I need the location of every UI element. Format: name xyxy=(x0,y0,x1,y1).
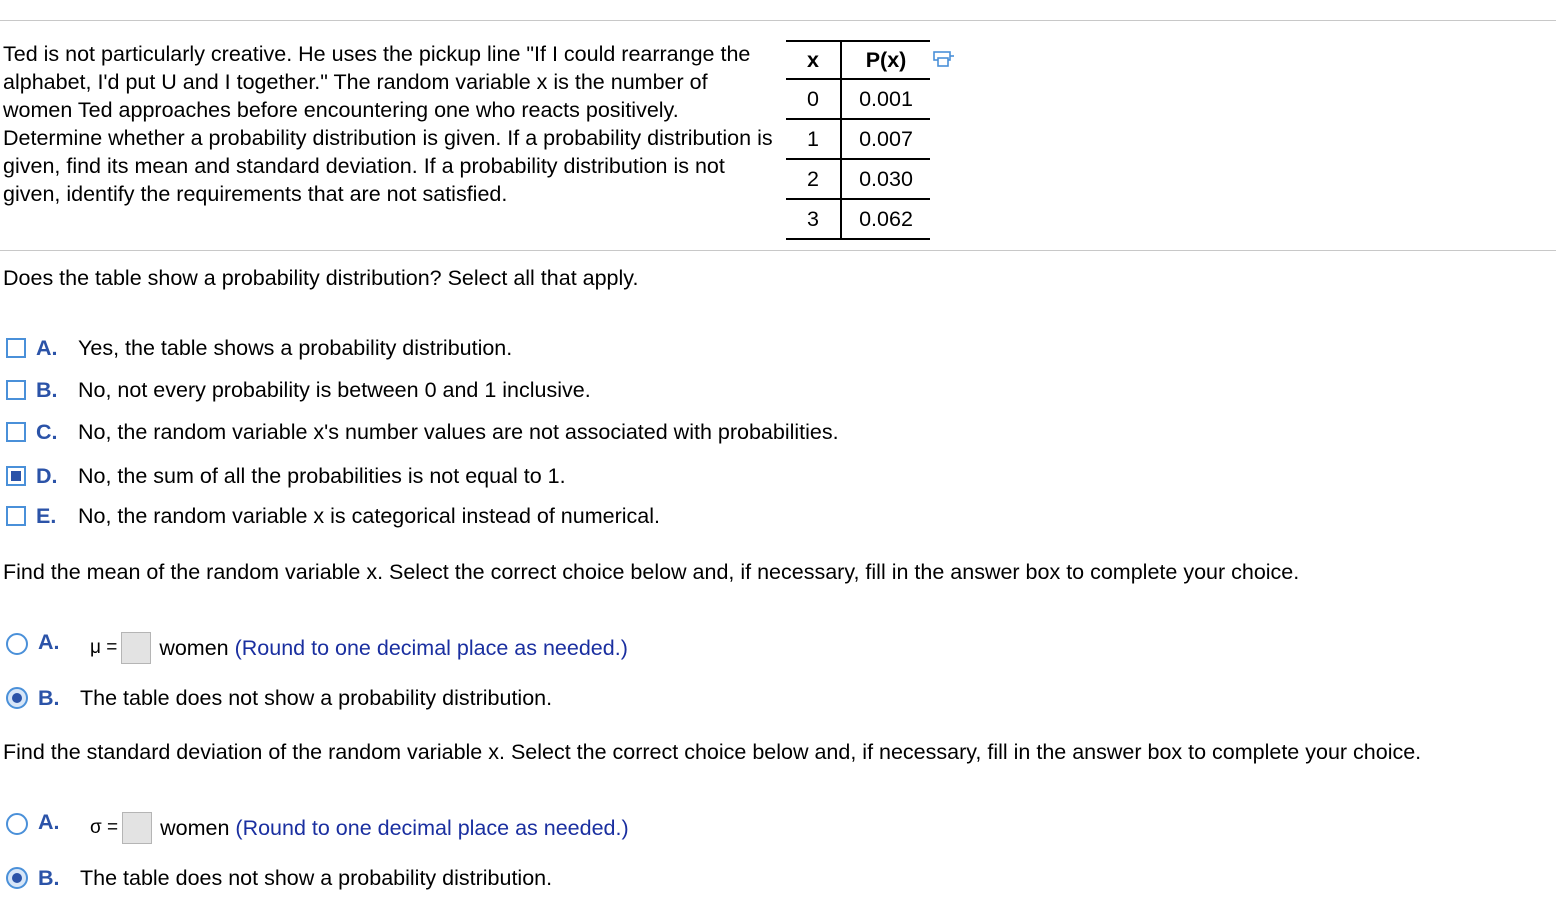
mean-answer-input[interactable] xyxy=(121,632,151,664)
section-divider xyxy=(0,250,1556,251)
sigma-symbol: σ = xyxy=(90,817,119,838)
table-row xyxy=(786,199,930,239)
part1-option-c[interactable] xyxy=(6,417,839,447)
part1-option-b[interactable] xyxy=(6,375,591,405)
checkbox[interactable] xyxy=(6,338,26,358)
checkbox[interactable] xyxy=(6,506,26,526)
header-x: x xyxy=(786,41,841,79)
part3-option-a[interactable] xyxy=(6,810,629,846)
part2-option-b[interactable] xyxy=(6,683,552,713)
cell-p: 0.001 xyxy=(841,79,930,119)
radio-button[interactable] xyxy=(6,633,28,655)
option-letter: C. xyxy=(36,420,58,444)
copy-icon[interactable] xyxy=(933,51,955,69)
mean-symbol: μ = xyxy=(90,637,118,658)
std-answer-input[interactable] xyxy=(122,812,152,844)
option-letter: A. xyxy=(36,336,58,360)
part3-option-b[interactable] xyxy=(6,863,552,893)
option-text: Yes, the table shows a probability distribution. xyxy=(78,336,513,360)
option-text: No, the sum of all the probabilities is not equal to 1. xyxy=(78,464,566,488)
option-text: The table does not show a probability distribution. xyxy=(80,686,553,710)
part2-prompt: Find the mean of the random variable x. Select the correct choice below and, if necessary, fill in the answer box to complete your choice. xyxy=(3,560,1300,584)
question-text: Ted is not particularly creative. He uses the pickup line "If I could rearrange the alphabet, I'd put U and I together." The random variable x is the number of women Ted approaches before encountering one who reacts positively. Determine whether a probability distribution is given. If a probability distribution is given, find its mean and standard deviation. If a probability distribution is not given, identify the requirements that are not satisfied. xyxy=(3,42,773,206)
cell-x: 0 xyxy=(786,79,841,119)
unit-label: women xyxy=(159,636,229,660)
radio-button-selected[interactable] xyxy=(6,687,28,709)
part3-prompt: Find the standard deviation of the random variable x. Select the correct choice below and, if necessary, fill in the answer box to complete your choice. xyxy=(3,740,1422,764)
option-letter: A. xyxy=(38,810,60,834)
checkbox[interactable] xyxy=(6,380,26,400)
table-header-row xyxy=(786,41,930,79)
cell-x: 2 xyxy=(786,159,841,199)
option-text: No, the random variable x's number values are not associated with probabilities. xyxy=(78,420,839,444)
part1-option-d[interactable] xyxy=(6,461,566,491)
part1-option-a[interactable] xyxy=(6,333,512,363)
header-px: P(x) xyxy=(841,41,930,79)
option-letter: B. xyxy=(36,378,58,402)
rounding-note: (Round to one decimal place as needed.) xyxy=(234,636,628,660)
cell-p: 0.062 xyxy=(841,199,930,239)
radio-button-selected[interactable] xyxy=(6,867,28,889)
option-text: No, the random variable x is categorical instead of numerical. xyxy=(78,504,660,528)
table-row xyxy=(786,79,930,119)
cell-x: 3 xyxy=(786,199,841,239)
part2-option-a[interactable] xyxy=(6,630,628,666)
radio-button[interactable] xyxy=(6,813,28,835)
table-row xyxy=(786,159,930,199)
part1-option-e[interactable] xyxy=(6,501,660,531)
option-text: The table does not show a probability distribution. xyxy=(80,866,553,890)
option-letter: B. xyxy=(38,686,60,710)
option-text: No, not every probability is between 0 and 1 inclusive. xyxy=(78,378,591,402)
cell-p: 0.030 xyxy=(841,159,930,199)
rounding-note: (Round to one decimal place as needed.) xyxy=(235,816,629,840)
top-divider xyxy=(0,20,1556,21)
unit-label: women xyxy=(160,816,230,840)
checkbox[interactable] xyxy=(6,422,26,442)
cell-p: 0.007 xyxy=(841,119,930,159)
checkbox-checked[interactable] xyxy=(6,466,26,486)
option-letter: B. xyxy=(38,866,60,890)
option-letter: E. xyxy=(36,504,57,528)
table-row xyxy=(786,119,930,159)
probability-table xyxy=(786,40,930,240)
option-letter: A. xyxy=(38,630,60,654)
option-letter: D. xyxy=(36,464,58,488)
cell-x: 1 xyxy=(786,119,841,159)
part1-prompt: Does the table show a probability distribution? Select all that apply. xyxy=(3,266,639,290)
